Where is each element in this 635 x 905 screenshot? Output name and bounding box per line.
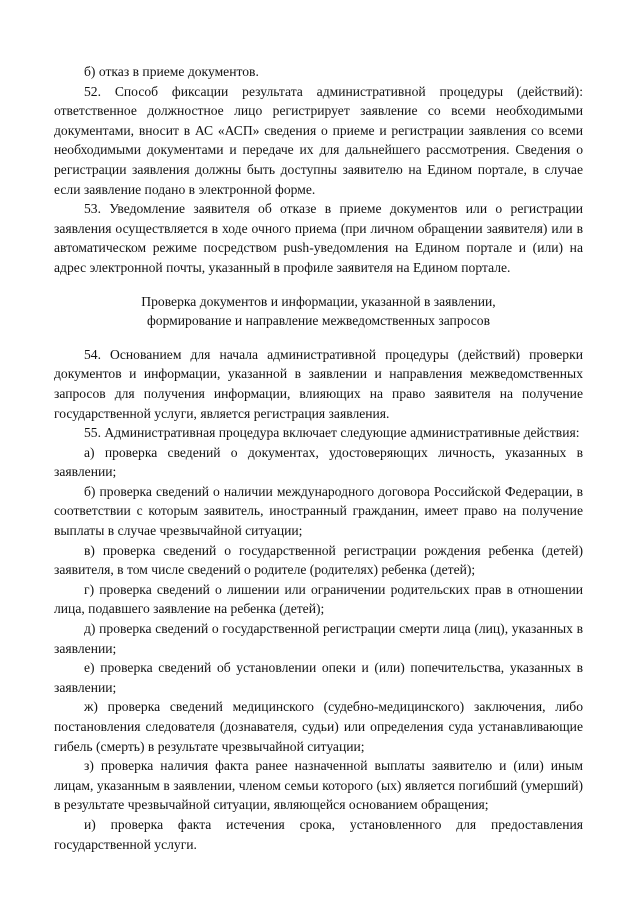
list-item-z: з) проверка наличия факта ранее назначенной выплаты заявителю и (или) иным лицам, указанным в заявлении, членом семьи которого (ых) является погибший (умерший) в результате чрезвычайной ситуации, являющейся основанием обращения; — [54, 758, 583, 813]
paragraph-54: 54. Основанием для начала административной процедуры (действий) проверки документов и информации, указанной в заявлении и направления межведомственных запросов для получения информации, влияющих на право заявителя на получение государственной услуги, является регистрация заявления. — [54, 346, 583, 421]
list-item-v: в) проверка сведений о государственной регистрации рождения ребенка (детей) заявителя, в том числе сведений о родителе (родителях) ребенка (детей); — [54, 542, 583, 578]
section-heading-line-1: Проверка документов и информации, указанной в заявлении, — [141, 293, 496, 309]
list-item-b: б) проверка сведений о наличии международного договора Российской Федерации, в соответствии с которым заявитель, иностранный гражданин, имеет право на получение выплаты в случае чрезвычайной ситуации; — [54, 483, 583, 539]
list-item-g: г) проверка сведений о лишении или ограничении родительских прав в отношении лица, подавшего заявление на ребенка (детей); — [54, 581, 583, 617]
list-item-e: е) проверка сведений об установлении опеки и (или) попечительства, указанных в заявлении; — [54, 660, 583, 695]
paragraph-refusal-item: б) отказ в приеме документов. — [84, 64, 259, 79]
section-heading — [54, 292, 583, 331]
paragraph-53: 53. Уведомление заявителя об отказе в приеме документов или о регистрации заявления осуществляется в ходе очного приема (при личном обращении заявителя) или в автоматическом режиме посредством push-уведомления на Едином портале и (или) на адрес электронной почты, указанный в профиле заявителя на Едином портале. — [54, 201, 583, 275]
section-heading-line-2: формирование и направление межведомственных запросов — [146, 313, 491, 329]
paragraph-55: 55. Административная процедура включает следующие административные действия: — [84, 425, 580, 441]
paragraph-52: 52. Способ фиксации результата административной процедуры (действий): ответственное должностное лицо регистрирует заявление со всеми необходимыми документами, вносит в АС «АСП» сведения о приеме и регистрации заявления со всеми необходимыми документами и передаче их для дальнейшего рассмотрения. Сведения о регистрации заявления должны быть доступны заявителю на Едином портале, в случае если заявление подано в электронной форме. — [54, 83, 583, 197]
list-item-i: и) проверка факта истечения срока, установленного для предоставления государственной услуги. — [54, 816, 583, 852]
list-item-zh: ж) проверка сведений медицинского (судебно-медицинского) заключения, либо постановления следователя (дознавателя, судьи) или определения суда устанавливающие гибель (смерть) в результате чрезвычайной ситуации; — [54, 699, 583, 754]
list-item-d: д) проверка сведений о государственной регистрации смерти лица (лиц), указанных в заявлении; — [54, 621, 583, 656]
list-item-a: а) проверка сведений о документах, удостоверяющих личность, указанных в заявлении; — [54, 444, 583, 480]
